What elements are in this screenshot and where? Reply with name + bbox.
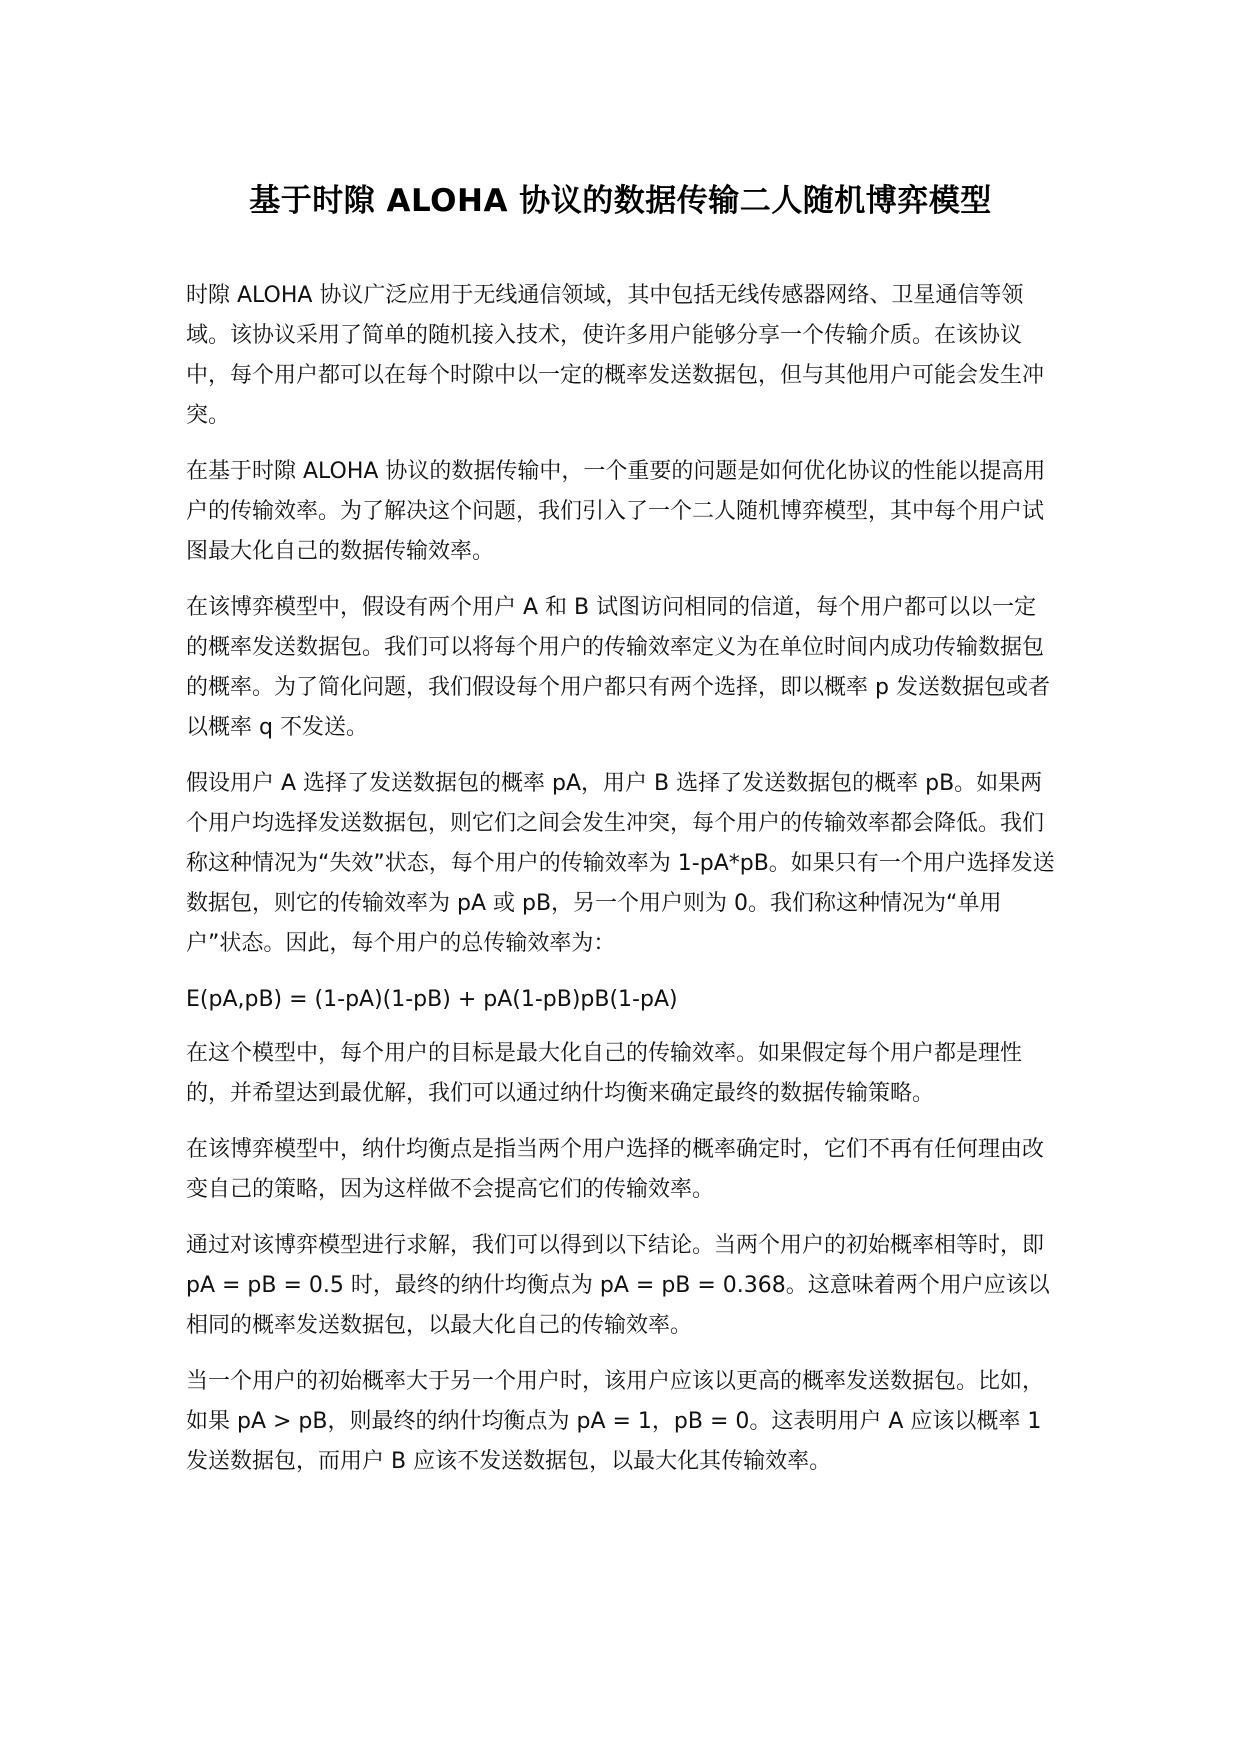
efficiency-formula: E(pA,pB) = (1-pA)(1-pB) + pA(1-pB)pB(1-pA)	[186, 987, 678, 1012]
paragraph-unequal-prob: 当一个用户的初始概率大于另一个用户时，该用户应该以更高的概率发送数据包。比如，如果 pA > pB，则最终的纳什均衡点为 pA = 1，pB = 0。这表明用户 A 应该以概率 1 发送数据包，而用户 B 应该不发送数据包，以最大化其传输效率。	[186, 1369, 1045, 1474]
paragraph-nash-definition: 在该博弈模型中，纳什均衡点是指当两个用户选择的概率确定时，它们不再有任何理由改变自己的策略，因为这样做不会提高它们的传输效率。	[186, 1137, 1045, 1202]
paragraph-intro: 时隙 ALOHA 协议广泛应用于无线通信领域，其中包括无线传感器网络、卫星通信等领域。该协议采用了简单的随机接入技术，使许多用户能够分享一个传输介质。在该协议中，每个用户都可以在每个时隙中以一定的概率发送数据包，但与其他用户可能会发生冲突。	[186, 283, 1045, 428]
paragraph-goal: 在这个模型中，每个用户的目标是最大化自己的传输效率。如果假定每个用户都是理性的，并希望达到最优解，我们可以通过纳什均衡来确定最终的数据传输策略。	[186, 1041, 1023, 1106]
paragraph-problem: 在基于时隙 ALOHA 协议的数据传输中，一个重要的问题是如何优化协议的性能以提高用户的传输效率。为了解决这个问题，我们引入了一个二人随机博弈模型，其中每个用户试图最大化自己的数据传输效率。	[186, 459, 1046, 564]
paragraph-assumption: 假设用户 A 选择了发送数据包的概率 pA，用户 B 选择了发送数据包的概率 pB。如果两个用户均选择发送数据包，则它们之间会发生冲突，每个用户的传输效率都会降低。我们称这种情况为“失效”状态，每个用户的传输效率为 1-pA*pB。如果只有一个用户选择发送数据包，则它的传输效率为 pA 或 pB，另一个用户则为 0。我们称这种情况为“单用户”状态。因此，每个用户的总传输效率为：	[186, 771, 1055, 956]
document-title: 基于时隙 ALOHA 协议的数据传输二人随机博弈模型	[249, 183, 992, 219]
paragraph-equal-prob: 通过对该博弈模型进行求解，我们可以得到以下结论。当两个用户的初始概率相等时，即 pA = pB = 0.5 时，最终的纳什均衡点为 pA = pB = 0.368。这意味着两个用户应该以相同的概率发送数据包，以最大化自己的传输效率。	[186, 1233, 1050, 1338]
paragraph-model: 在该博弈模型中，假设有两个用户 A 和 B 试图访问相同的信道，每个用户都可以以一定的概率发送数据包。我们可以将每个用户的传输效率定义为在单位时间内成功传输数据包的概率。为了简化问题，我们假设每个用户都只有两个选择，即以概率 p 发送数据包或者以概率 q 不发送。	[186, 595, 1050, 740]
